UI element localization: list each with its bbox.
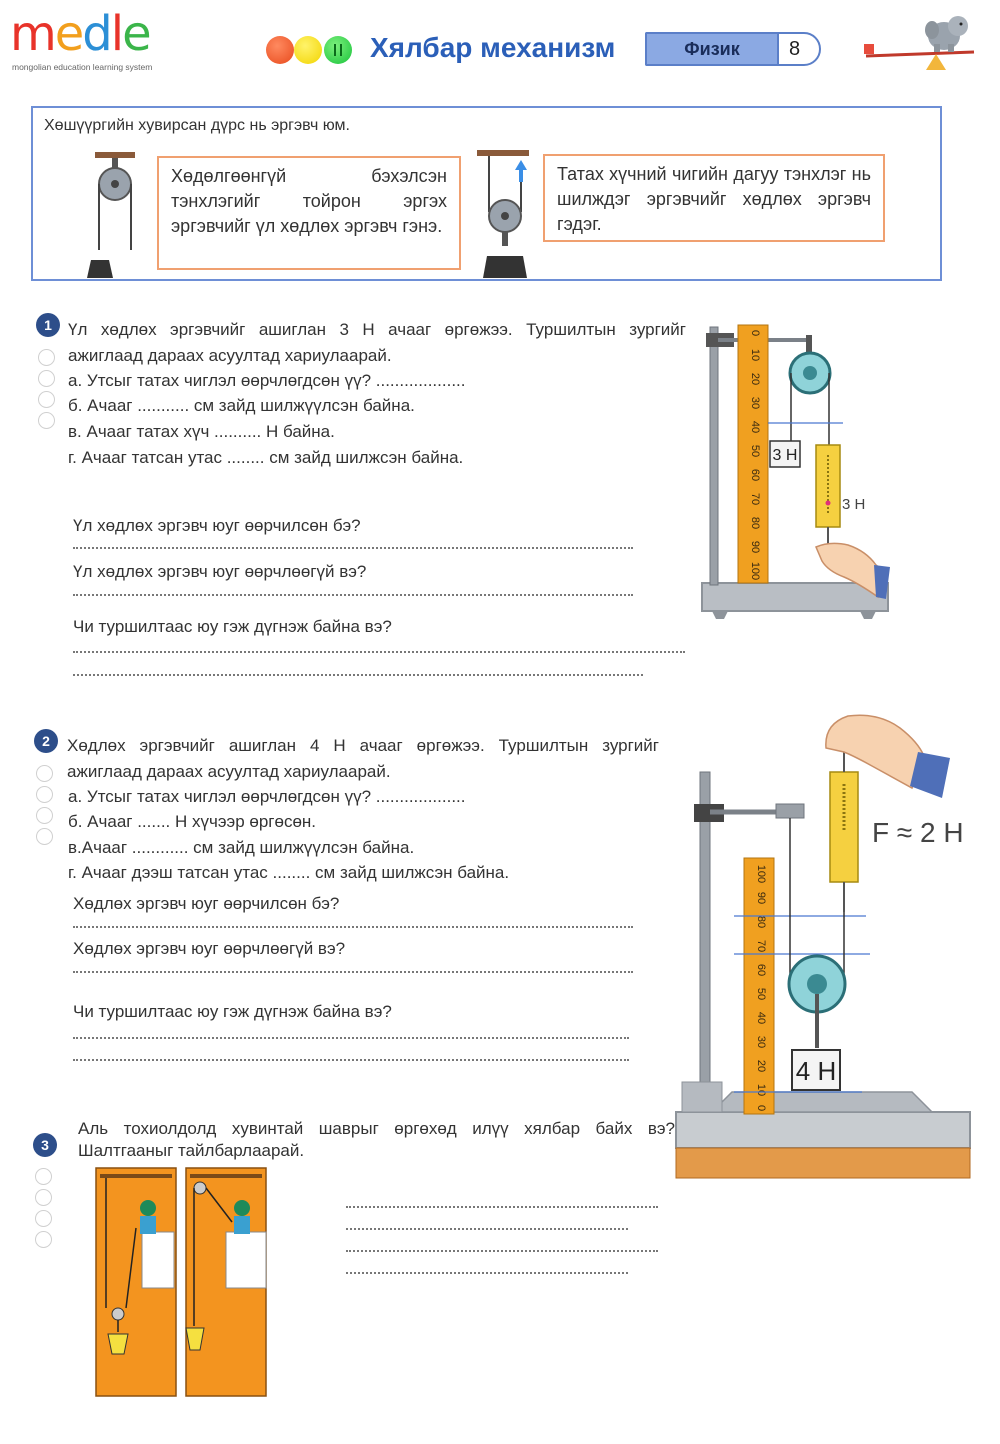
answer-circle[interactable] bbox=[35, 1168, 52, 1185]
question-2-item-b: б. Ачааг ....... Н хүчээр өргөсөн. bbox=[68, 812, 317, 831]
ruler-tick: 70 bbox=[755, 939, 767, 953]
ruler-tick: 90 bbox=[755, 891, 767, 905]
question-2-answer-circles bbox=[36, 765, 54, 849]
ruler-tick: 0 bbox=[755, 1104, 767, 1112]
q1-load-label: 3 Н bbox=[772, 447, 798, 464]
page-title: Хялбар механизм bbox=[370, 32, 616, 63]
answer-circle[interactable] bbox=[36, 807, 53, 824]
answer-line[interactable] bbox=[73, 594, 633, 596]
ruler-tick: 90 bbox=[749, 540, 761, 554]
subject-label: Физик bbox=[645, 32, 777, 66]
ruler-tick: 50 bbox=[749, 444, 761, 458]
ruler-tick: 70 bbox=[749, 492, 761, 506]
ruler-tick: 30 bbox=[755, 1035, 767, 1049]
intro-section bbox=[31, 106, 942, 281]
answer-circle[interactable] bbox=[35, 1231, 52, 1248]
ruler-tick: 80 bbox=[755, 915, 767, 929]
question-3-answer-circles bbox=[35, 1168, 53, 1252]
movable-pulley-definition: Татах хүчний чигийн дагуу тэнхлэг нь шилждэг эргэвчийг хөдлөх эргэвч гэдэг. bbox=[543, 154, 885, 242]
answer-line[interactable] bbox=[346, 1206, 658, 1208]
answer-circle[interactable] bbox=[35, 1189, 52, 1206]
question-3-prompt: Аль тохиолдолд хувинтай шаврыг өргөхөд илүү хялбар байх вэ? Шалтгааныг тайлбарлаарай. bbox=[78, 1119, 675, 1160]
ruler-tick: 50 bbox=[755, 987, 767, 1001]
answer-circle[interactable] bbox=[38, 370, 55, 387]
answer-circle[interactable] bbox=[38, 349, 55, 366]
movable-pulley-experiment-figure bbox=[672, 712, 982, 1188]
fixed-pulley-illustration bbox=[85, 150, 145, 280]
question-3-badge: 3 bbox=[33, 1133, 57, 1157]
ruler-tick: 80 bbox=[749, 516, 761, 530]
logo-wordmark: medle bbox=[10, 6, 150, 62]
ruler-tick: 10 bbox=[755, 1083, 767, 1097]
ruler-tick: 100 bbox=[755, 864, 767, 884]
q1-spring-label: 3 Н bbox=[842, 496, 866, 513]
elephant-seesaw-icon bbox=[862, 8, 982, 78]
question-2-follow-up-1: Хөдлөх эргэвч юуг өөрчилсөн бэ? bbox=[73, 894, 340, 913]
answer-line[interactable] bbox=[73, 1059, 629, 1061]
answer-circle[interactable] bbox=[36, 765, 53, 782]
answer-circle[interactable] bbox=[38, 412, 55, 429]
question-1-badge: 1 bbox=[36, 313, 60, 337]
answer-line[interactable] bbox=[73, 651, 685, 653]
question-1-answer-circles bbox=[38, 349, 56, 433]
question-2-item-a: а. Утсыг татах чиглэл өөрчлөгдсөн үү? ................... bbox=[68, 787, 466, 806]
ruler-tick: 60 bbox=[755, 963, 767, 977]
answer-line[interactable] bbox=[73, 674, 643, 676]
ruler-tick: 20 bbox=[749, 372, 761, 386]
question-1-follow-up-3: Чи туршилтаас юу гэж дүгнэж байна вэ? bbox=[73, 617, 392, 636]
question-2-follow-up-3: Чи туршилтаас юу гэж дүгнэж байна вэ? bbox=[73, 1002, 392, 1021]
question-2-item-d: г. Ачааг дээш татсан утас ........ см зайд шилжсэн байна. bbox=[68, 863, 510, 882]
question-1-follow-up-2: Үл хөдлөх эргэвч юуг өөрчлөөгүй вэ? bbox=[73, 562, 367, 581]
fixed-pulley-definition: Хөдөлгөөнгүй бэхэлсэн тэнхлэгийг тойрон эргэх эргэвчийг үл хөдлөх эргэвч гэнэ. bbox=[157, 156, 461, 270]
ruler-tick: 100 bbox=[749, 561, 761, 581]
answer-line[interactable] bbox=[346, 1228, 628, 1230]
answer-circle[interactable] bbox=[36, 828, 53, 845]
question-1-item-a: а. Утсыг татах чиглэл өөрчлөгдсөн үү? ................... bbox=[68, 371, 466, 390]
answer-line[interactable] bbox=[73, 926, 633, 928]
ruler-tick: 40 bbox=[749, 420, 761, 434]
ruler-tick: 60 bbox=[749, 468, 761, 482]
medle-logo bbox=[10, 6, 190, 74]
bucket-lifting-scenes-figure bbox=[96, 1168, 268, 1398]
question-2-badge: 2 bbox=[34, 729, 58, 753]
question-1-item-d: г. Ачааг татсан утас ........ см зайд шилжсэн байна. bbox=[68, 448, 464, 467]
ruler-tick: 10 bbox=[749, 348, 761, 362]
answer-circle[interactable] bbox=[36, 786, 53, 803]
question-2-prompt: Хөдлөх эргэвчийг ашиглан 4 Н ачааг өргөжээ. Туршилтын зургийг ажиглаад дараах асуултад хариулаарай. bbox=[67, 736, 659, 781]
answer-circle[interactable] bbox=[38, 391, 55, 408]
fixed-pulley-experiment-figure bbox=[698, 315, 893, 630]
question-1-prompt: Үл хөдлөх эргэвчийг ашиглан 3 Н ачааг өргөжээ. Туршилтын зургийг ажиглаад дараах асуултад хариулаарай. bbox=[68, 320, 686, 365]
ruler-tick: 30 bbox=[749, 396, 761, 410]
answer-line[interactable] bbox=[346, 1272, 628, 1274]
subject-badge bbox=[645, 32, 821, 66]
traffic-light-icon bbox=[266, 36, 358, 64]
question-2-follow-up-2: Хөдлөх эргэвч юуг өөрчлөөгүй вэ? bbox=[73, 939, 346, 958]
answer-line[interactable] bbox=[346, 1250, 658, 1252]
answer-line[interactable] bbox=[73, 547, 633, 549]
q2-load-label: 4 Н bbox=[795, 1056, 837, 1086]
question-1-item-b: б. Ачааг ........... см зайд шилжүүлсэн байна. bbox=[68, 396, 415, 415]
ruler-tick: 20 bbox=[755, 1059, 767, 1073]
grade-label: 8 bbox=[777, 32, 821, 66]
ruler-tick: 0 bbox=[749, 329, 761, 337]
answer-line[interactable] bbox=[73, 971, 633, 973]
question-1-follow-up-1: Үл хөдлөх эргэвч юуг өөрчилсөн бэ? bbox=[73, 516, 361, 535]
logo-subtitle: mongolian education learning system bbox=[12, 62, 153, 72]
answer-circle[interactable] bbox=[35, 1210, 52, 1227]
q2-force-label: F ≈ 2 Н bbox=[872, 817, 964, 848]
ruler-tick: 40 bbox=[755, 1011, 767, 1025]
question-2-item-c: в.Ачааг ............ см зайд шилжүүлсэн байна. bbox=[68, 838, 415, 857]
intro-heading: Хөшүүргийн хувирсан дүрс нь эргэвч юм. bbox=[44, 117, 350, 134]
answer-line[interactable] bbox=[73, 1037, 629, 1039]
question-1-item-c: в. Ачааг татах хүч .......... Н байна. bbox=[68, 422, 335, 441]
movable-pulley-illustration bbox=[473, 148, 533, 280]
